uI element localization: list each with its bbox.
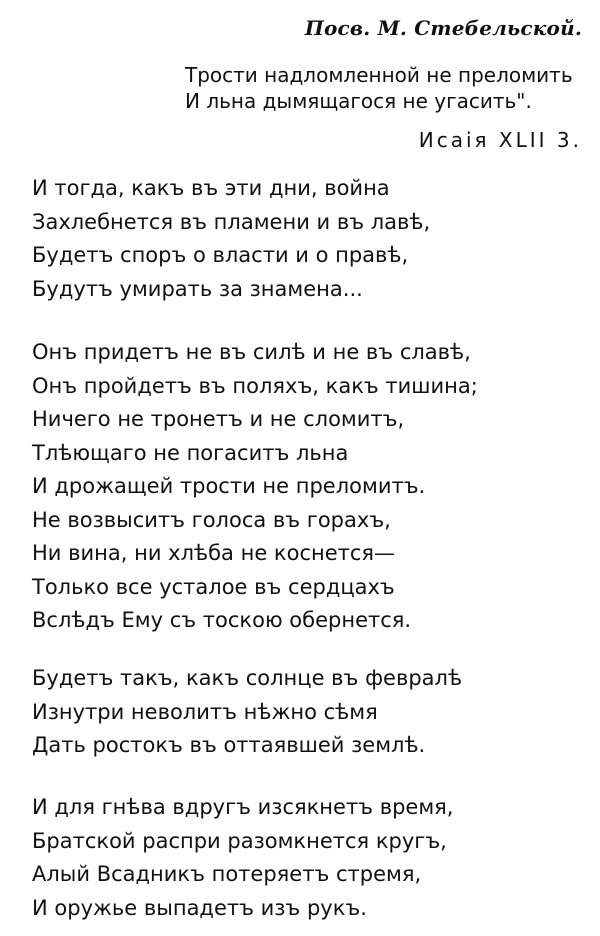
poem-line: Ничего не тронетъ и не сломитъ, bbox=[32, 407, 405, 431]
poem-line: Онъ придетъ не въ силѣ и не въ славѣ, bbox=[32, 340, 471, 364]
poem-line: Только все усталое въ сердцахъ bbox=[32, 574, 395, 599]
poem-line: Не возвыситъ голоса въ горахъ, bbox=[32, 507, 391, 532]
poem-line: И дрожащей трости не преломитъ. bbox=[32, 474, 426, 498]
epigraph-source: Исаія XLII 3. bbox=[418, 128, 582, 152]
poem-line: И для гнѣва вдругъ изсякнетъ время, bbox=[32, 795, 454, 819]
stanza bbox=[32, 791, 453, 925]
poem-line: И оружье выпадетъ изъ рукъ. bbox=[32, 895, 367, 920]
epigraph bbox=[185, 62, 573, 114]
epigraph-line: Трости надломленной не преломить bbox=[185, 63, 573, 87]
poem-line: Будетъ споръ о власти и о правѣ, bbox=[32, 243, 409, 267]
epigraph-line: И льна дымящагося не угасить". bbox=[185, 89, 532, 113]
stanza bbox=[32, 662, 462, 763]
stanza bbox=[32, 336, 478, 638]
poem-line: Братской распри разомкнется кругъ, bbox=[32, 828, 447, 853]
dedication: Посв. М. Стебельской. bbox=[304, 16, 582, 40]
poem-line: Вслѣдъ Ему съ тоскою обернется. bbox=[32, 608, 412, 632]
stanza bbox=[32, 172, 430, 306]
poem-line: Захлебнется въ пламени и въ лавѣ, bbox=[32, 209, 431, 234]
poem-line: Будетъ такъ, какъ солнце въ февралѣ bbox=[32, 666, 463, 690]
poem-line: Будутъ умирать за знамена... bbox=[32, 276, 363, 301]
poem-line: Онъ пройдетъ въ поляхъ, какъ тишина; bbox=[32, 373, 478, 398]
poem-line: Тлѣющаго не погаситъ льна bbox=[32, 440, 349, 465]
poem-line: Ни вина, ни хлѣба не коснется— bbox=[32, 541, 396, 565]
poem-line: Дать ростокъ въ оттаявшей землѣ. bbox=[32, 733, 426, 757]
poem-line: И тогда, какъ въ эти дни, война bbox=[32, 176, 390, 200]
poem-line: Изнутри неволитъ нѣжно сѣмя bbox=[32, 699, 378, 724]
poem-line: Алый Всадникъ потеряетъ стремя, bbox=[32, 862, 422, 886]
